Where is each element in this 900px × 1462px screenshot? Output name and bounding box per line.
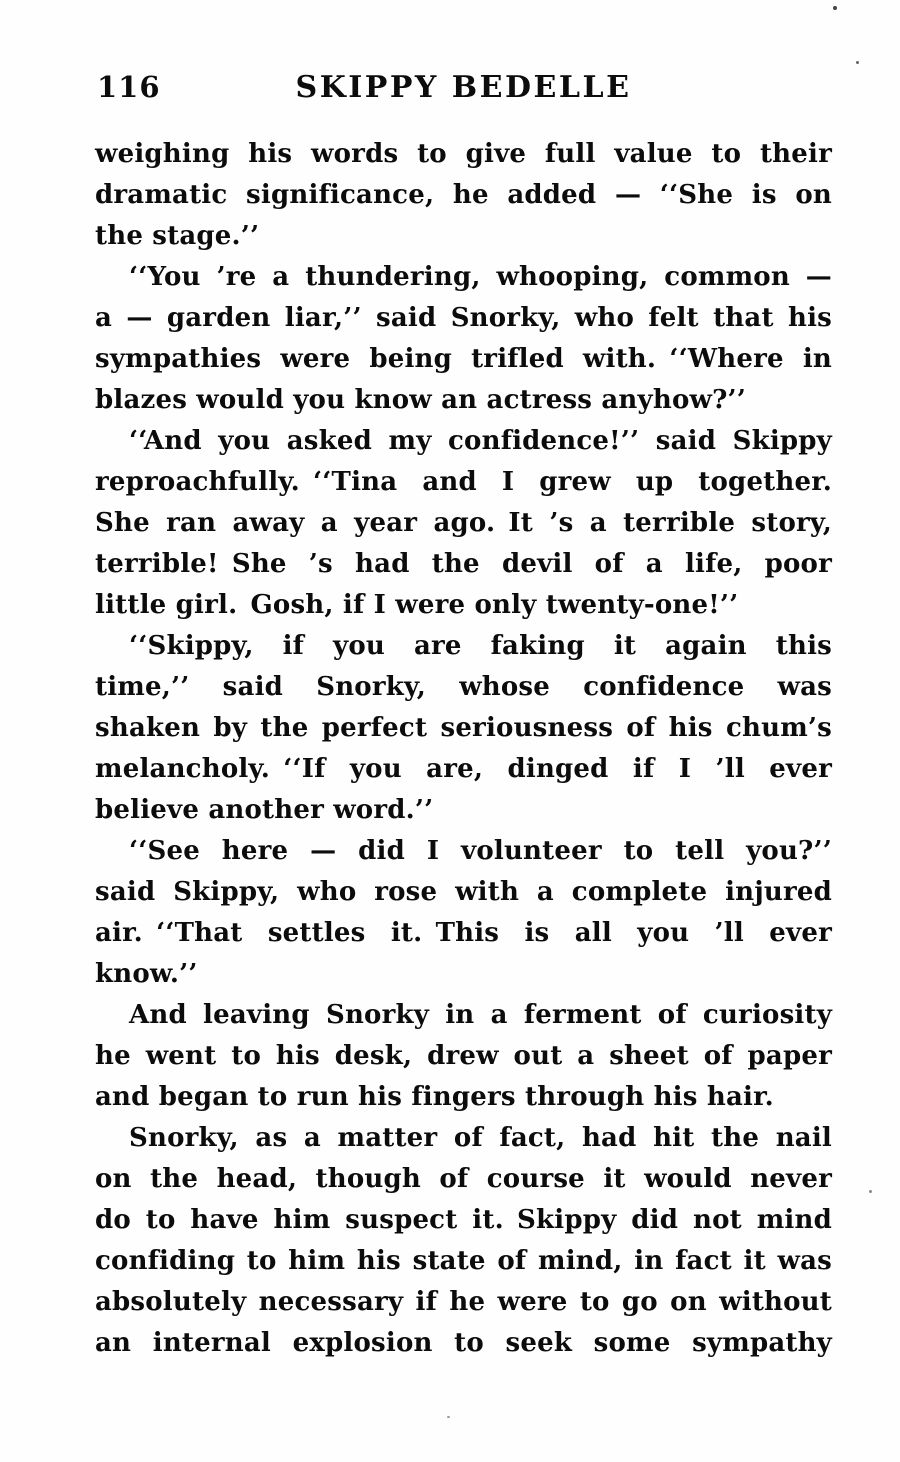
running-title: SKIPPY BEDELLE bbox=[295, 70, 632, 105]
text-line: shaken by the perfect seriousness of his chum’s bbox=[95, 713, 832, 743]
text-line: time,’’ said Snorky, whose confidence was bbox=[95, 672, 832, 702]
text-line: a — garden liar,’’ said Snorky, who felt that his bbox=[95, 303, 832, 333]
text-line: know.’’ bbox=[95, 959, 198, 989]
text-line: Snorky, as a matter of fact, had hit the nail bbox=[129, 1123, 832, 1153]
text-line: And leaving Snorky in a ferment of curiosity bbox=[129, 1000, 832, 1030]
scan-artifact bbox=[447, 1416, 450, 1418]
text-line: said Skippy, who rose with a complete injured bbox=[95, 877, 832, 907]
scan-artifact bbox=[833, 6, 837, 10]
text-line: sympathies were being trifled with. ‘‘Where in bbox=[95, 344, 832, 374]
text-line: ‘‘Skippy, if you are faking it again this bbox=[129, 631, 832, 661]
text-block bbox=[95, 134, 832, 1364]
text-line: ‘‘See here — did I volunteer to tell you?’’ bbox=[129, 836, 832, 866]
text-line: believe another word.’’ bbox=[95, 795, 434, 825]
paragraph bbox=[95, 257, 832, 421]
text-line: the stage.’’ bbox=[95, 221, 260, 251]
text-line: confiding to him his state of mind, in fact it was bbox=[95, 1246, 832, 1276]
text-column bbox=[95, 70, 832, 1364]
paragraph bbox=[95, 626, 832, 831]
page-header bbox=[95, 70, 832, 110]
text-line: terrible! She ’s had the devil of a life, poor bbox=[95, 549, 832, 579]
text-line: weighing his words to give full value to their bbox=[95, 139, 832, 169]
text-line: air. ‘‘That settles it. This is all you ’ll ever bbox=[95, 918, 832, 948]
text-line: blazes would you know an actress anyhow?’’ bbox=[95, 385, 747, 415]
text-line: melancholy. ‘‘If you are, dinged if I ’ll ever bbox=[95, 754, 832, 784]
text-line: an internal explosion to seek some sympathy bbox=[95, 1328, 832, 1358]
paragraph bbox=[95, 1118, 832, 1364]
paragraph bbox=[95, 995, 832, 1118]
text-line: and began to run his fingers through his hair. bbox=[95, 1082, 774, 1112]
text-line: ‘‘You ’re a thundering, whooping, common — bbox=[129, 262, 832, 292]
text-line: dramatic significance, he added — ‘‘She is on bbox=[95, 180, 832, 210]
text-line: he went to his desk, drew out a sheet of paper bbox=[95, 1041, 832, 1071]
scan-artifact bbox=[856, 61, 859, 64]
text-line: ‘‘And you asked my confidence!’’ said Skippy bbox=[129, 426, 832, 456]
text-line: do to have him suspect it. Skippy did not mind bbox=[95, 1205, 832, 1235]
text-line: reproachfully. ‘‘Tina and I grew up together. bbox=[95, 467, 832, 497]
paragraph bbox=[95, 134, 832, 257]
text-line: absolutely necessary if he were to go on without bbox=[95, 1287, 832, 1317]
page-number: 116 bbox=[97, 70, 161, 104]
scan-artifact bbox=[869, 1190, 872, 1193]
paragraph bbox=[95, 831, 832, 995]
paragraph bbox=[95, 421, 832, 626]
text-line: little girl. Gosh, if I were only twenty-one!’’ bbox=[95, 590, 739, 620]
text-line: on the head, though of course it would never bbox=[95, 1164, 832, 1194]
text-line: She ran away a year ago. It ’s a terrible story, bbox=[95, 508, 832, 538]
